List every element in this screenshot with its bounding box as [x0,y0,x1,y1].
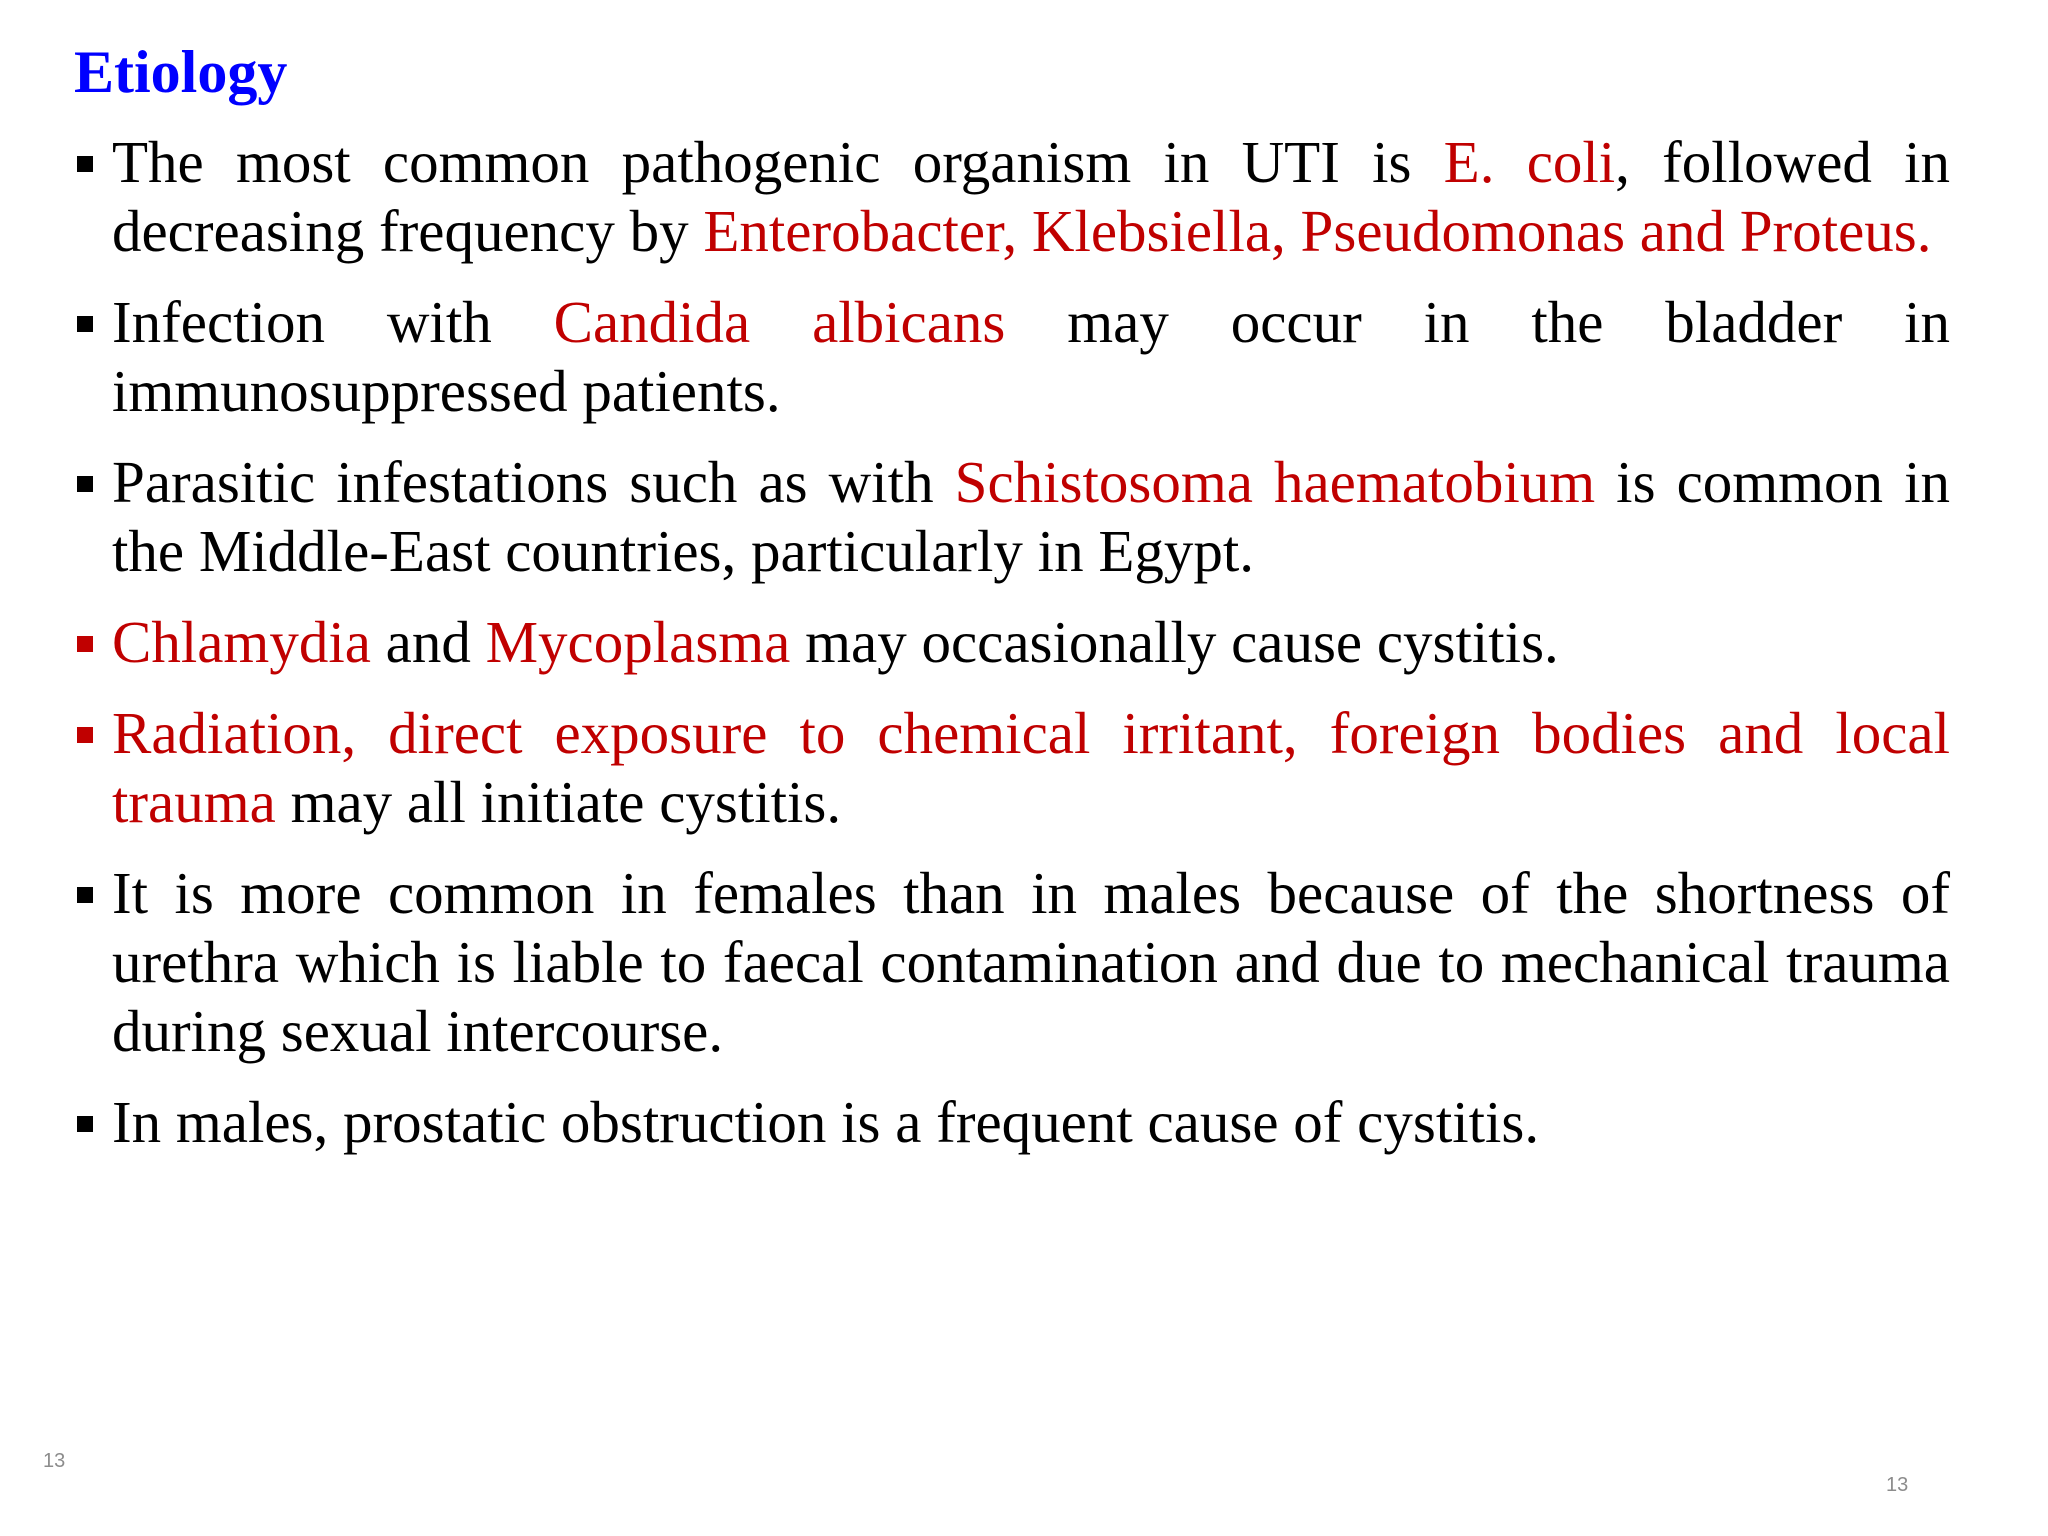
bullet-item-parasitic [112,448,1950,586]
page-number-right: 13 [1886,1474,1909,1496]
text: may occasionally cause cystitis. [790,609,1559,675]
text: may occur in the bladder in immunosuppressed patients. [112,289,1950,424]
square-bullet-icon [77,156,93,172]
highlight-text: E. coli [1443,129,1616,195]
bullet-item-candida [112,288,1950,426]
text: may all initiate cystitis. [275,769,842,835]
slide-title: Etiology [74,39,288,105]
text: In males, prostatic obstruction is a frequent cause of cystitis. [112,1089,1540,1155]
text: The most common pathogenic organism in UTI is [112,129,1444,195]
text: is common in the Middle-East countries, particularly in Egypt. [112,449,1951,584]
text: Parasitic infestations such as with [112,449,955,515]
highlight-text: Schistosoma haematobium [954,449,1596,515]
square-bullet-icon [77,476,93,492]
bullet-item-males [112,1088,1950,1157]
bullet-item-chlamydia [112,608,1950,677]
bullet-item-organisms [112,128,1950,266]
text: It is more common in females than in males because of the shortness of urethra which is liable to faecal contamination and due to mechanical trauma during sexual intercourse. [112,860,1950,1064]
highlight-text: Chlamydia [112,609,371,675]
bullet-item-females [112,859,1950,1066]
highlight-text: Enterobacter, Klebsiella, Pseudomonas and Proteus. [703,198,1932,264]
square-bullet-icon [77,316,93,332]
highlight-text: Radiation, direct exposure to chemical irritant, foreign bodies and local trauma [112,700,1950,835]
square-bullet-icon [77,1116,93,1132]
page-number-left: 13 [43,1450,66,1472]
highlight-text: Candida albicans [553,289,1006,355]
square-bullet-icon [77,887,93,903]
square-bullet-icon [77,727,93,743]
text: and [370,609,486,675]
text: , followed in decreasing frequency by [112,129,1950,264]
highlight-text: Mycoplasma [485,609,791,675]
bullet-item-radiation [112,699,1950,837]
text: Infection with [112,289,554,355]
square-bullet-icon [77,636,93,652]
bullet-list [112,128,1950,1179]
